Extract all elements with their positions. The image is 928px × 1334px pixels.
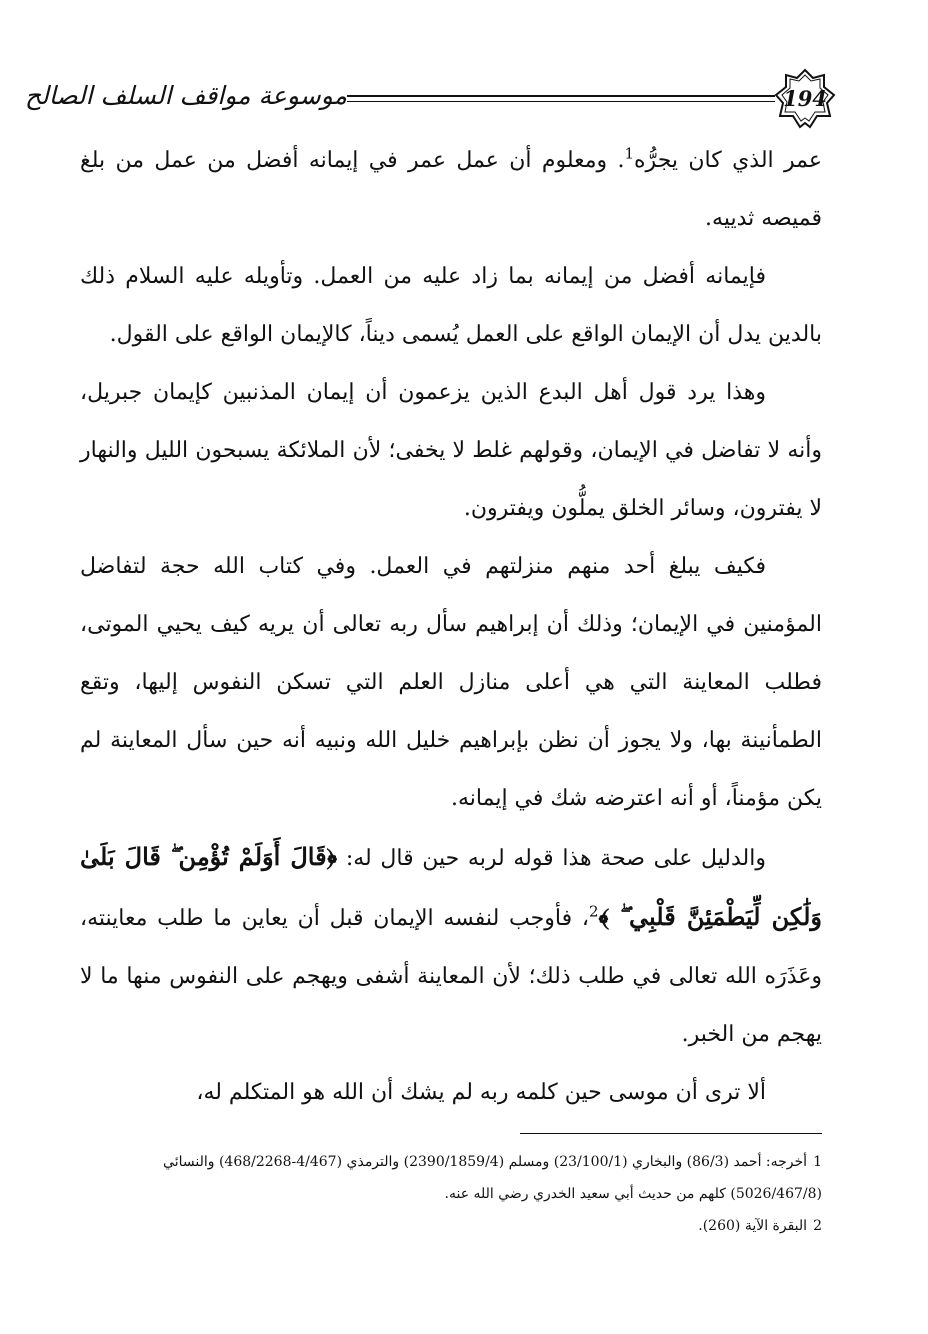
footnote-ref-1: 1 xyxy=(624,144,635,163)
header-rule xyxy=(347,95,775,102)
footnote-2-number: 2 xyxy=(813,1218,822,1234)
footnote-2 xyxy=(80,1210,822,1242)
paragraph-1-start: عمر الذي كان يجرُّه xyxy=(634,148,822,173)
paragraph-6: ألا ترى أن موسى حين كلمه ربه لم يشك أن الله هو المتكلم له، xyxy=(196,1080,766,1105)
paragraph-3: وهذا يرد قول أهل البدع الذين يزعمون أن إيمان المذنبين كإيمان جبريل، وأنه لا تفاضل في الإيمان، وقولهم غلط لا يخفى؛ لأن الملائكة يسبحون الليل والنهار لا يفترون، وسائر الخلق يملُّون ويفترون. xyxy=(80,380,822,521)
footnote-1 xyxy=(80,1146,822,1210)
paragraph-1 xyxy=(80,132,822,248)
footnote-separator xyxy=(520,1133,822,1134)
footnote-1-number: 1 xyxy=(813,1154,822,1170)
paragraph-5 xyxy=(80,828,822,1064)
footnote-2-text: البقرة الآية (260). xyxy=(698,1218,808,1234)
footnotes xyxy=(80,1146,822,1242)
page-header xyxy=(24,68,834,132)
paragraph-5-end: ، فأوجب لنفسه الإيمان قبل أن يعاين ما طلب معاينته، وعَذَرَه الله تعالى في طلب ذلك؛ لأن المعاينة أشفى ويهجم على النفوس منها ما لا يهجم من الخبر. xyxy=(80,906,822,1047)
footnote-1-text: أخرجه: أحمد (86/3) والبخاري (23/100/1) ومسلم (2390/1859/4) والترمذي (4/467-468/2268) والنسائي (5026/467/8) كلهم من حديث أبي سعيد الخدري رضي الله عنه. xyxy=(163,1154,822,1202)
paragraph-2: فإيمانه أفضل من إيمانه بما زاد عليه من العمل. وتأويله عليه السلام ذلك بالدين يدل أن الإيمان الواقع على العمل يُسمى ديناً، كالإيمان الواقع على القول. xyxy=(80,264,822,347)
body-text xyxy=(80,132,822,1122)
quran-verse: ﴿قَالَ أَوَلَمْ تُؤْمِن ۖ قَالَ بَلَىٰ وَلَٰكِن لِّيَطْمَئِنَّ قَلْبِي ۖ ﴾ xyxy=(80,842,822,931)
page-number-badge xyxy=(774,68,836,130)
page-number: 194 xyxy=(783,86,827,111)
book-title: موسوعة مواقف السلف الصالح xyxy=(24,81,347,110)
paragraph-4: فكيف يبلغ أحد منهم منزلتهم في العمل. وفي كتاب الله حجة لتفاضل المؤمنين في الإيمان؛ وذلك أن إبراهيم سأل ربه تعالى أن يريه كيف يحيي الموتى، فطلب المعاينة التي هي أعلى منازل العلم التي تسكن النفوس إليها، وتقع الطمأنينة بها، ولا يجوز أن نظن بإبراهيم خليل الله ونبيه أنه حين سأل المعاينة لم يكن مؤمناً، أو أنه اعترضه شك في إيمانه. xyxy=(80,554,822,811)
paragraph-1-end: . ومعلوم أن عمل عمر في إيمانه أفضل من عمل من بلغ قميصه ثدييه. xyxy=(80,148,822,231)
footnote-ref-2: 2 xyxy=(588,902,599,921)
paragraph-5-start: والدليل على صحة هذا قوله لربه حين قال له: xyxy=(337,846,766,871)
